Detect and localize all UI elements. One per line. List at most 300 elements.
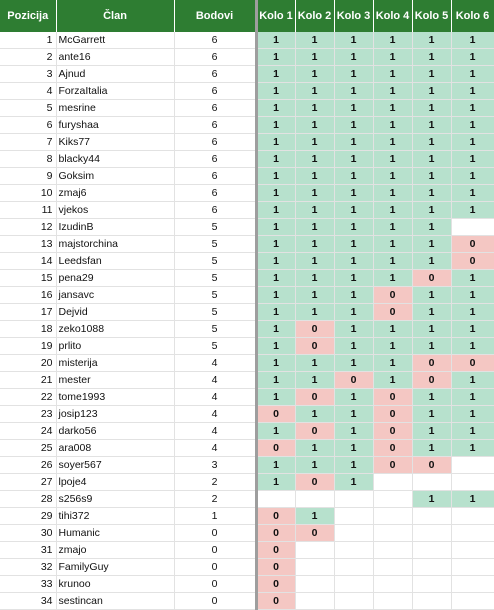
cell-kolo-5[interactable] — [412, 474, 451, 491]
cell-bodovi[interactable]: 0 — [174, 542, 256, 559]
cell-kolo-5[interactable]: 1 — [412, 134, 451, 151]
cell-pozicija[interactable]: 23 — [0, 406, 56, 423]
cell-kolo-3[interactable]: 1 — [334, 66, 373, 83]
cell-kolo-4[interactable]: 1 — [373, 168, 412, 185]
cell-kolo-1[interactable]: 1 — [256, 151, 295, 168]
cell-clan[interactable]: Humanic — [56, 525, 174, 542]
cell-kolo-6[interactable]: 1 — [451, 100, 494, 117]
cell-kolo-5[interactable]: 0 — [412, 372, 451, 389]
cell-bodovi[interactable]: 5 — [174, 321, 256, 338]
cell-pozicija[interactable]: 12 — [0, 219, 56, 236]
cell-kolo-1[interactable]: 1 — [256, 219, 295, 236]
header-kolo-6[interactable]: Kolo 6 — [451, 0, 494, 32]
cell-clan[interactable]: Ajnud — [56, 66, 174, 83]
cell-kolo-3[interactable]: 1 — [334, 100, 373, 117]
cell-pozicija[interactable]: 25 — [0, 440, 56, 457]
cell-kolo-5[interactable]: 0 — [412, 270, 451, 287]
cell-kolo-4[interactable]: 1 — [373, 151, 412, 168]
cell-bodovi[interactable]: 6 — [174, 66, 256, 83]
cell-bodovi[interactable]: 4 — [174, 372, 256, 389]
cell-kolo-4[interactable]: 0 — [373, 304, 412, 321]
cell-clan[interactable]: zmaj6 — [56, 185, 174, 202]
cell-kolo-2[interactable]: 1 — [295, 49, 334, 66]
cell-kolo-2[interactable]: 1 — [295, 168, 334, 185]
cell-kolo-3[interactable]: 1 — [334, 202, 373, 219]
cell-clan[interactable]: furyshaa — [56, 117, 174, 134]
cell-kolo-2[interactable]: 1 — [295, 406, 334, 423]
cell-bodovi[interactable]: 0 — [174, 576, 256, 593]
cell-pozicija[interactable]: 13 — [0, 236, 56, 253]
cell-kolo-2[interactable] — [295, 542, 334, 559]
cell-kolo-3[interactable] — [334, 593, 373, 610]
cell-bodovi[interactable]: 4 — [174, 406, 256, 423]
cell-bodovi[interactable]: 0 — [174, 559, 256, 576]
cell-kolo-4[interactable] — [373, 576, 412, 593]
cell-kolo-1[interactable]: 0 — [256, 440, 295, 457]
cell-kolo-3[interactable]: 1 — [334, 355, 373, 372]
cell-kolo-2[interactable]: 0 — [295, 338, 334, 355]
cell-clan[interactable]: ara008 — [56, 440, 174, 457]
cell-kolo-2[interactable]: 1 — [295, 117, 334, 134]
cell-kolo-1[interactable]: 1 — [256, 389, 295, 406]
cell-kolo-5[interactable]: 1 — [412, 83, 451, 100]
cell-kolo-1[interactable]: 0 — [256, 542, 295, 559]
cell-kolo-4[interactable]: 1 — [373, 185, 412, 202]
cell-kolo-6[interactable] — [451, 525, 494, 542]
cell-kolo-6[interactable]: 1 — [451, 304, 494, 321]
cell-kolo-5[interactable] — [412, 542, 451, 559]
cell-kolo-1[interactable]: 0 — [256, 508, 295, 525]
cell-kolo-2[interactable]: 0 — [295, 525, 334, 542]
cell-bodovi[interactable]: 6 — [174, 168, 256, 185]
header-pozicija[interactable]: Pozicija — [0, 0, 56, 32]
cell-kolo-6[interactable] — [451, 576, 494, 593]
cell-pozicija[interactable]: 30 — [0, 525, 56, 542]
cell-kolo-4[interactable]: 1 — [373, 219, 412, 236]
cell-pozicija[interactable]: 33 — [0, 576, 56, 593]
cell-pozicija[interactable]: 2 — [0, 49, 56, 66]
cell-kolo-1[interactable]: 0 — [256, 559, 295, 576]
cell-kolo-5[interactable]: 1 — [412, 338, 451, 355]
cell-kolo-3[interactable]: 1 — [334, 406, 373, 423]
cell-kolo-3[interactable] — [334, 576, 373, 593]
cell-kolo-2[interactable]: 1 — [295, 440, 334, 457]
cell-kolo-6[interactable]: 1 — [451, 423, 494, 440]
cell-kolo-5[interactable]: 1 — [412, 236, 451, 253]
cell-clan[interactable]: McGarrett — [56, 32, 174, 49]
cell-kolo-3[interactable]: 1 — [334, 423, 373, 440]
cell-kolo-6[interactable]: 1 — [451, 49, 494, 66]
cell-kolo-4[interactable] — [373, 474, 412, 491]
cell-kolo-1[interactable]: 1 — [256, 100, 295, 117]
cell-kolo-1[interactable]: 1 — [256, 474, 295, 491]
cell-kolo-1[interactable]: 1 — [256, 304, 295, 321]
cell-kolo-1[interactable]: 1 — [256, 185, 295, 202]
cell-kolo-6[interactable] — [451, 508, 494, 525]
header-kolo-3[interactable]: Kolo 3 — [334, 0, 373, 32]
cell-kolo-2[interactable]: 1 — [295, 134, 334, 151]
header-clan[interactable]: Član — [56, 0, 174, 32]
cell-kolo-4[interactable]: 0 — [373, 287, 412, 304]
cell-kolo-1[interactable]: 0 — [256, 525, 295, 542]
cell-pozicija[interactable]: 27 — [0, 474, 56, 491]
cell-kolo-5[interactable]: 1 — [412, 32, 451, 49]
cell-kolo-3[interactable]: 1 — [334, 134, 373, 151]
cell-kolo-6[interactable]: 1 — [451, 321, 494, 338]
cell-bodovi[interactable]: 6 — [174, 202, 256, 219]
cell-pozicija[interactable]: 20 — [0, 355, 56, 372]
cell-kolo-3[interactable]: 1 — [334, 338, 373, 355]
cell-kolo-3[interactable]: 1 — [334, 49, 373, 66]
cell-kolo-4[interactable]: 1 — [373, 338, 412, 355]
cell-kolo-1[interactable]: 1 — [256, 355, 295, 372]
cell-kolo-5[interactable]: 1 — [412, 253, 451, 270]
cell-clan[interactable]: lpoje4 — [56, 474, 174, 491]
header-kolo-5[interactable]: Kolo 5 — [412, 0, 451, 32]
cell-kolo-5[interactable] — [412, 525, 451, 542]
cell-kolo-1[interactable]: 0 — [256, 576, 295, 593]
header-kolo-1[interactable]: Kolo 1 — [256, 0, 295, 32]
cell-clan[interactable]: blacky44 — [56, 151, 174, 168]
cell-kolo-2[interactable]: 1 — [295, 32, 334, 49]
cell-kolo-5[interactable]: 1 — [412, 202, 451, 219]
cell-kolo-6[interactable]: 1 — [451, 287, 494, 304]
cell-kolo-2[interactable]: 1 — [295, 100, 334, 117]
cell-bodovi[interactable]: 6 — [174, 117, 256, 134]
cell-pozicija[interactable]: 15 — [0, 270, 56, 287]
cell-pozicija[interactable]: 1 — [0, 32, 56, 49]
cell-kolo-1[interactable]: 1 — [256, 202, 295, 219]
cell-kolo-2[interactable]: 1 — [295, 66, 334, 83]
cell-kolo-4[interactable]: 1 — [373, 117, 412, 134]
cell-kolo-4[interactable] — [373, 542, 412, 559]
cell-kolo-1[interactable]: 1 — [256, 168, 295, 185]
cell-kolo-2[interactable]: 1 — [295, 457, 334, 474]
cell-kolo-1[interactable] — [256, 491, 295, 508]
cell-kolo-5[interactable] — [412, 593, 451, 610]
cell-clan[interactable]: pena29 — [56, 270, 174, 287]
cell-kolo-2[interactable]: 1 — [295, 270, 334, 287]
cell-pozicija[interactable]: 22 — [0, 389, 56, 406]
cell-bodovi[interactable]: 6 — [174, 185, 256, 202]
cell-pozicija[interactable]: 32 — [0, 559, 56, 576]
cell-bodovi[interactable]: 5 — [174, 338, 256, 355]
cell-kolo-6[interactable]: 1 — [451, 66, 494, 83]
cell-kolo-3[interactable] — [334, 525, 373, 542]
cell-kolo-5[interactable]: 1 — [412, 304, 451, 321]
cell-kolo-5[interactable]: 1 — [412, 491, 451, 508]
cell-clan[interactable]: darko56 — [56, 423, 174, 440]
cell-kolo-4[interactable]: 1 — [373, 321, 412, 338]
cell-kolo-4[interactable]: 1 — [373, 202, 412, 219]
header-bodovi[interactable]: Bodovi — [174, 0, 256, 32]
cell-kolo-3[interactable]: 1 — [334, 440, 373, 457]
cell-kolo-5[interactable]: 1 — [412, 406, 451, 423]
cell-kolo-1[interactable]: 1 — [256, 287, 295, 304]
cell-clan[interactable]: josip123 — [56, 406, 174, 423]
cell-kolo-4[interactable] — [373, 491, 412, 508]
cell-clan[interactable]: majstorchina — [56, 236, 174, 253]
cell-clan[interactable]: sestincan — [56, 593, 174, 610]
cell-bodovi[interactable]: 0 — [174, 593, 256, 610]
cell-kolo-2[interactable]: 1 — [295, 151, 334, 168]
cell-kolo-6[interactable] — [451, 542, 494, 559]
cell-kolo-6[interactable] — [451, 474, 494, 491]
cell-kolo-6[interactable]: 1 — [451, 134, 494, 151]
cell-kolo-4[interactable]: 1 — [373, 83, 412, 100]
cell-kolo-2[interactable]: 1 — [295, 287, 334, 304]
cell-kolo-6[interactable]: 1 — [451, 117, 494, 134]
cell-kolo-4[interactable]: 1 — [373, 270, 412, 287]
cell-pozicija[interactable]: 5 — [0, 100, 56, 117]
cell-kolo-6[interactable]: 1 — [451, 389, 494, 406]
cell-clan[interactable]: zeko1088 — [56, 321, 174, 338]
cell-kolo-6[interactable]: 1 — [451, 83, 494, 100]
cell-kolo-6[interactable] — [451, 593, 494, 610]
cell-kolo-4[interactable]: 1 — [373, 236, 412, 253]
cell-kolo-4[interactable]: 1 — [373, 253, 412, 270]
cell-kolo-6[interactable]: 1 — [451, 270, 494, 287]
cell-kolo-2[interactable]: 1 — [295, 508, 334, 525]
cell-bodovi[interactable]: 6 — [174, 32, 256, 49]
cell-kolo-3[interactable]: 1 — [334, 32, 373, 49]
cell-bodovi[interactable]: 5 — [174, 219, 256, 236]
cell-bodovi[interactable]: 6 — [174, 83, 256, 100]
cell-kolo-2[interactable]: 1 — [295, 202, 334, 219]
cell-kolo-4[interactable] — [373, 593, 412, 610]
header-kolo-4[interactable]: Kolo 4 — [373, 0, 412, 32]
cell-kolo-3[interactable]: 1 — [334, 287, 373, 304]
cell-pozicija[interactable]: 18 — [0, 321, 56, 338]
cell-kolo-1[interactable]: 1 — [256, 236, 295, 253]
cell-kolo-3[interactable] — [334, 542, 373, 559]
cell-kolo-5[interactable]: 1 — [412, 66, 451, 83]
cell-clan[interactable]: krunoo — [56, 576, 174, 593]
cell-kolo-6[interactable] — [451, 219, 494, 236]
cell-kolo-3[interactable] — [334, 491, 373, 508]
cell-kolo-1[interactable]: 1 — [256, 372, 295, 389]
cell-kolo-3[interactable]: 1 — [334, 168, 373, 185]
cell-bodovi[interactable]: 5 — [174, 304, 256, 321]
cell-kolo-2[interactable]: 1 — [295, 236, 334, 253]
cell-bodovi[interactable]: 6 — [174, 100, 256, 117]
cell-kolo-2[interactable]: 0 — [295, 474, 334, 491]
cell-clan[interactable]: tihi372 — [56, 508, 174, 525]
cell-kolo-2[interactable]: 1 — [295, 253, 334, 270]
cell-pozicija[interactable]: 17 — [0, 304, 56, 321]
cell-kolo-5[interactable]: 1 — [412, 423, 451, 440]
cell-pozicija[interactable]: 11 — [0, 202, 56, 219]
cell-bodovi[interactable]: 6 — [174, 134, 256, 151]
cell-kolo-1[interactable]: 1 — [256, 338, 295, 355]
cell-kolo-1[interactable]: 1 — [256, 270, 295, 287]
cell-kolo-3[interactable]: 1 — [334, 474, 373, 491]
cell-pozicija[interactable]: 16 — [0, 287, 56, 304]
cell-kolo-2[interactable]: 0 — [295, 423, 334, 440]
cell-kolo-2[interactable]: 0 — [295, 389, 334, 406]
cell-kolo-2[interactable] — [295, 559, 334, 576]
cell-kolo-4[interactable]: 1 — [373, 372, 412, 389]
cell-clan[interactable]: vjekos — [56, 202, 174, 219]
cell-bodovi[interactable]: 5 — [174, 236, 256, 253]
cell-clan[interactable]: misterija — [56, 355, 174, 372]
cell-bodovi[interactable]: 6 — [174, 49, 256, 66]
cell-clan[interactable]: jansavc — [56, 287, 174, 304]
cell-kolo-3[interactable]: 1 — [334, 83, 373, 100]
cell-kolo-1[interactable]: 1 — [256, 83, 295, 100]
cell-kolo-3[interactable]: 1 — [334, 321, 373, 338]
cell-kolo-4[interactable] — [373, 508, 412, 525]
cell-kolo-4[interactable] — [373, 559, 412, 576]
cell-kolo-2[interactable]: 1 — [295, 83, 334, 100]
cell-bodovi[interactable]: 5 — [174, 253, 256, 270]
cell-kolo-2[interactable]: 1 — [295, 355, 334, 372]
cell-kolo-4[interactable]: 1 — [373, 134, 412, 151]
cell-bodovi[interactable]: 4 — [174, 389, 256, 406]
cell-bodovi[interactable]: 5 — [174, 287, 256, 304]
cell-kolo-6[interactable]: 1 — [451, 168, 494, 185]
cell-kolo-3[interactable]: 0 — [334, 372, 373, 389]
cell-kolo-2[interactable]: 1 — [295, 185, 334, 202]
cell-kolo-5[interactable]: 0 — [412, 355, 451, 372]
cell-clan[interactable]: prlito — [56, 338, 174, 355]
cell-kolo-5[interactable]: 1 — [412, 117, 451, 134]
cell-pozicija[interactable]: 21 — [0, 372, 56, 389]
cell-pozicija[interactable]: 8 — [0, 151, 56, 168]
cell-clan[interactable]: Kiks77 — [56, 134, 174, 151]
cell-clan[interactable]: mester — [56, 372, 174, 389]
cell-kolo-5[interactable] — [412, 576, 451, 593]
cell-kolo-2[interactable]: 1 — [295, 304, 334, 321]
cell-clan[interactable]: tome1993 — [56, 389, 174, 406]
cell-bodovi[interactable]: 3 — [174, 457, 256, 474]
cell-kolo-6[interactable]: 1 — [451, 151, 494, 168]
cell-kolo-1[interactable]: 1 — [256, 117, 295, 134]
cell-kolo-6[interactable]: 1 — [451, 440, 494, 457]
cell-kolo-5[interactable] — [412, 508, 451, 525]
cell-kolo-2[interactable]: 1 — [295, 372, 334, 389]
cell-pozicija[interactable]: 29 — [0, 508, 56, 525]
cell-kolo-6[interactable] — [451, 559, 494, 576]
cell-clan[interactable]: soyer567 — [56, 457, 174, 474]
cell-kolo-5[interactable]: 1 — [412, 168, 451, 185]
cell-kolo-1[interactable]: 1 — [256, 423, 295, 440]
cell-kolo-3[interactable]: 1 — [334, 151, 373, 168]
cell-pozicija[interactable]: 14 — [0, 253, 56, 270]
cell-pozicija[interactable]: 10 — [0, 185, 56, 202]
cell-bodovi[interactable]: 0 — [174, 525, 256, 542]
cell-kolo-5[interactable]: 1 — [412, 440, 451, 457]
cell-pozicija[interactable]: 31 — [0, 542, 56, 559]
cell-kolo-4[interactable]: 0 — [373, 406, 412, 423]
cell-clan[interactable]: FamilyGuy — [56, 559, 174, 576]
cell-kolo-6[interactable]: 1 — [451, 185, 494, 202]
cell-pozicija[interactable]: 7 — [0, 134, 56, 151]
cell-clan[interactable]: IzudinB — [56, 219, 174, 236]
cell-kolo-4[interactable] — [373, 525, 412, 542]
cell-clan[interactable]: Leedsfan — [56, 253, 174, 270]
cell-kolo-6[interactable]: 1 — [451, 491, 494, 508]
cell-kolo-5[interactable]: 1 — [412, 219, 451, 236]
cell-kolo-3[interactable]: 1 — [334, 457, 373, 474]
cell-bodovi[interactable]: 1 — [174, 508, 256, 525]
cell-kolo-6[interactable]: 1 — [451, 32, 494, 49]
cell-pozicija[interactable]: 24 — [0, 423, 56, 440]
cell-pozicija[interactable]: 34 — [0, 593, 56, 610]
cell-clan[interactable]: mesrine — [56, 100, 174, 117]
cell-pozicija[interactable]: 3 — [0, 66, 56, 83]
cell-kolo-4[interactable]: 1 — [373, 66, 412, 83]
cell-kolo-3[interactable]: 1 — [334, 117, 373, 134]
cell-kolo-1[interactable]: 0 — [256, 593, 295, 610]
cell-kolo-5[interactable]: 0 — [412, 457, 451, 474]
cell-kolo-1[interactable]: 1 — [256, 134, 295, 151]
cell-bodovi[interactable]: 4 — [174, 355, 256, 372]
cell-kolo-4[interactable]: 1 — [373, 49, 412, 66]
cell-kolo-3[interactable]: 1 — [334, 253, 373, 270]
cell-bodovi[interactable]: 2 — [174, 491, 256, 508]
cell-kolo-3[interactable] — [334, 559, 373, 576]
cell-pozicija[interactable]: 19 — [0, 338, 56, 355]
cell-kolo-1[interactable]: 1 — [256, 253, 295, 270]
cell-pozicija[interactable]: 26 — [0, 457, 56, 474]
cell-bodovi[interactable]: 6 — [174, 151, 256, 168]
cell-bodovi[interactable]: 4 — [174, 440, 256, 457]
cell-bodovi[interactable]: 4 — [174, 423, 256, 440]
cell-clan[interactable]: ante16 — [56, 49, 174, 66]
cell-kolo-5[interactable] — [412, 559, 451, 576]
cell-kolo-3[interactable]: 1 — [334, 219, 373, 236]
cell-pozicija[interactable]: 4 — [0, 83, 56, 100]
cell-kolo-4[interactable]: 0 — [373, 389, 412, 406]
cell-kolo-5[interactable]: 1 — [412, 49, 451, 66]
cell-clan[interactable]: zmajo — [56, 542, 174, 559]
cell-kolo-2[interactable]: 0 — [295, 321, 334, 338]
cell-pozicija[interactable]: 28 — [0, 491, 56, 508]
cell-kolo-6[interactable]: 1 — [451, 338, 494, 355]
cell-kolo-6[interactable]: 0 — [451, 236, 494, 253]
cell-kolo-6[interactable]: 1 — [451, 406, 494, 423]
cell-kolo-4[interactable]: 0 — [373, 457, 412, 474]
cell-kolo-4[interactable]: 1 — [373, 100, 412, 117]
cell-kolo-2[interactable] — [295, 491, 334, 508]
cell-pozicija[interactable]: 9 — [0, 168, 56, 185]
cell-kolo-3[interactable]: 1 — [334, 389, 373, 406]
cell-kolo-1[interactable]: 1 — [256, 66, 295, 83]
cell-bodovi[interactable]: 2 — [174, 474, 256, 491]
cell-pozicija[interactable]: 6 — [0, 117, 56, 134]
cell-kolo-3[interactable]: 1 — [334, 236, 373, 253]
cell-kolo-3[interactable]: 1 — [334, 270, 373, 287]
cell-kolo-1[interactable]: 0 — [256, 406, 295, 423]
cell-clan[interactable]: ForzaItalia — [56, 83, 174, 100]
cell-kolo-4[interactable]: 0 — [373, 423, 412, 440]
cell-kolo-3[interactable]: 1 — [334, 185, 373, 202]
cell-kolo-4[interactable]: 1 — [373, 355, 412, 372]
cell-kolo-1[interactable]: 1 — [256, 32, 295, 49]
cell-kolo-5[interactable]: 1 — [412, 185, 451, 202]
cell-kolo-6[interactable]: 1 — [451, 202, 494, 219]
cell-kolo-3[interactable] — [334, 508, 373, 525]
cell-kolo-2[interactable] — [295, 576, 334, 593]
cell-clan[interactable]: Dejvid — [56, 304, 174, 321]
cell-clan[interactable]: Goksim — [56, 168, 174, 185]
cell-bodovi[interactable]: 5 — [174, 270, 256, 287]
cell-kolo-1[interactable]: 1 — [256, 457, 295, 474]
cell-kolo-2[interactable]: 1 — [295, 219, 334, 236]
cell-kolo-6[interactable]: 0 — [451, 355, 494, 372]
cell-kolo-1[interactable]: 1 — [256, 321, 295, 338]
